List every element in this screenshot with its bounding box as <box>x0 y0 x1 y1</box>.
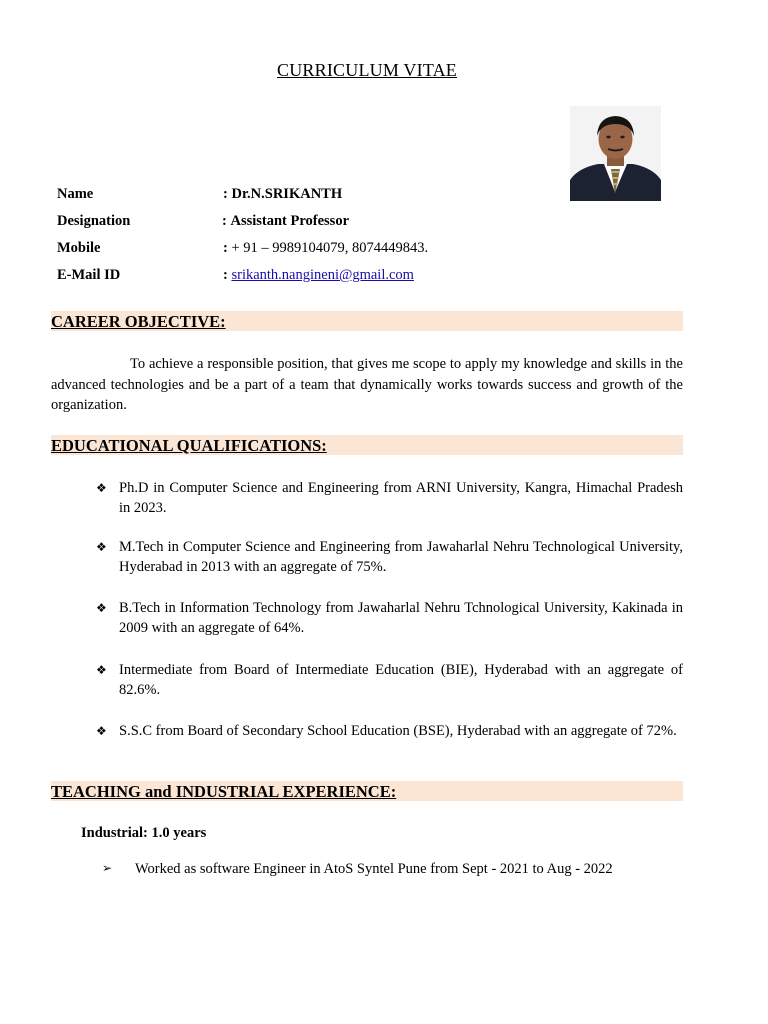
separator: : <box>223 267 228 283</box>
profile-photo <box>570 106 661 201</box>
designation-value: Assistant Professor <box>230 213 350 229</box>
diamond-bullet-icon: ❖ <box>96 540 107 554</box>
career-objective-heading: CAREER OBJECTIVE: <box>51 311 683 331</box>
experience-heading: TEACHING and INDUSTRIAL EXPERIENCE: <box>51 781 683 801</box>
email-value-wrap <box>223 265 414 285</box>
career-objective-text: To achieve a responsible position, that gives me scope to apply my knowledge and skills in the advanced technologies and be a part of a team that dynamically works towards success and growth of the organization. <box>51 356 683 413</box>
separator: : <box>222 213 227 229</box>
arrow-bullet-icon: ➢ <box>102 861 113 875</box>
education-item-text: Intermediate from Board of Intermediate Education (BIE), Hyderabad with an aggregate of 82.6%. <box>119 662 683 698</box>
diamond-bullet-icon: ❖ <box>96 481 107 495</box>
education-item <box>96 537 683 577</box>
experience-item <box>102 861 613 878</box>
industrial-experience-label: Industrial: 1.0 years <box>81 825 207 841</box>
email-link[interactable]: srikanth.nangineni@gmail.com <box>231 267 414 283</box>
diamond-bullet-icon: ❖ <box>96 601 107 615</box>
education-item-text: Ph.D in Computer Science and Engineering from ARNI University, Kangra, Himachal Pradesh in 2023. <box>119 480 683 516</box>
education-item <box>96 598 683 638</box>
document-title: CURRICULUM VITAE <box>277 60 457 80</box>
experience-item-text: Worked as software Engineer in AtoS Syntel Pune from Sept - 2021 to Aug - 2022 <box>135 861 613 877</box>
mobile-label: Mobile <box>57 240 101 256</box>
education-item-text: S.S.C from Board of Secondary School Education (BSE), Hyderabad with an aggregate of 72%. <box>119 723 677 739</box>
education-heading: EDUCATIONAL QUALIFICATIONS: <box>51 435 683 455</box>
name-value-wrap <box>223 184 342 204</box>
email-label: E-Mail ID <box>57 267 121 283</box>
education-item <box>96 721 683 741</box>
name-value: Dr.N.SRIKANTH <box>231 186 343 202</box>
separator: : <box>223 186 228 202</box>
designation-value-wrap <box>222 211 349 231</box>
designation-label: Designation <box>57 213 131 229</box>
education-item-text: B.Tech in Information Technology from Jawaharlal Nehru Tchnological University, Kakinada in 2009 with an aggregate of 64%. <box>119 600 683 636</box>
mobile-value: + 91 – 9989104079, 8074449843. <box>231 240 429 256</box>
mobile-value-wrap <box>223 238 428 258</box>
education-item-text: M.Tech in Computer Science and Engineering from Jawaharlal Nehru Technological University, Hyderabad in 2013 with an aggregate of 75%. <box>119 539 683 575</box>
diamond-bullet-icon: ❖ <box>96 724 107 738</box>
separator: : <box>223 240 228 256</box>
education-item <box>96 660 683 700</box>
name-label: Name <box>57 186 94 202</box>
education-item <box>96 478 683 518</box>
diamond-bullet-icon: ❖ <box>96 663 107 677</box>
